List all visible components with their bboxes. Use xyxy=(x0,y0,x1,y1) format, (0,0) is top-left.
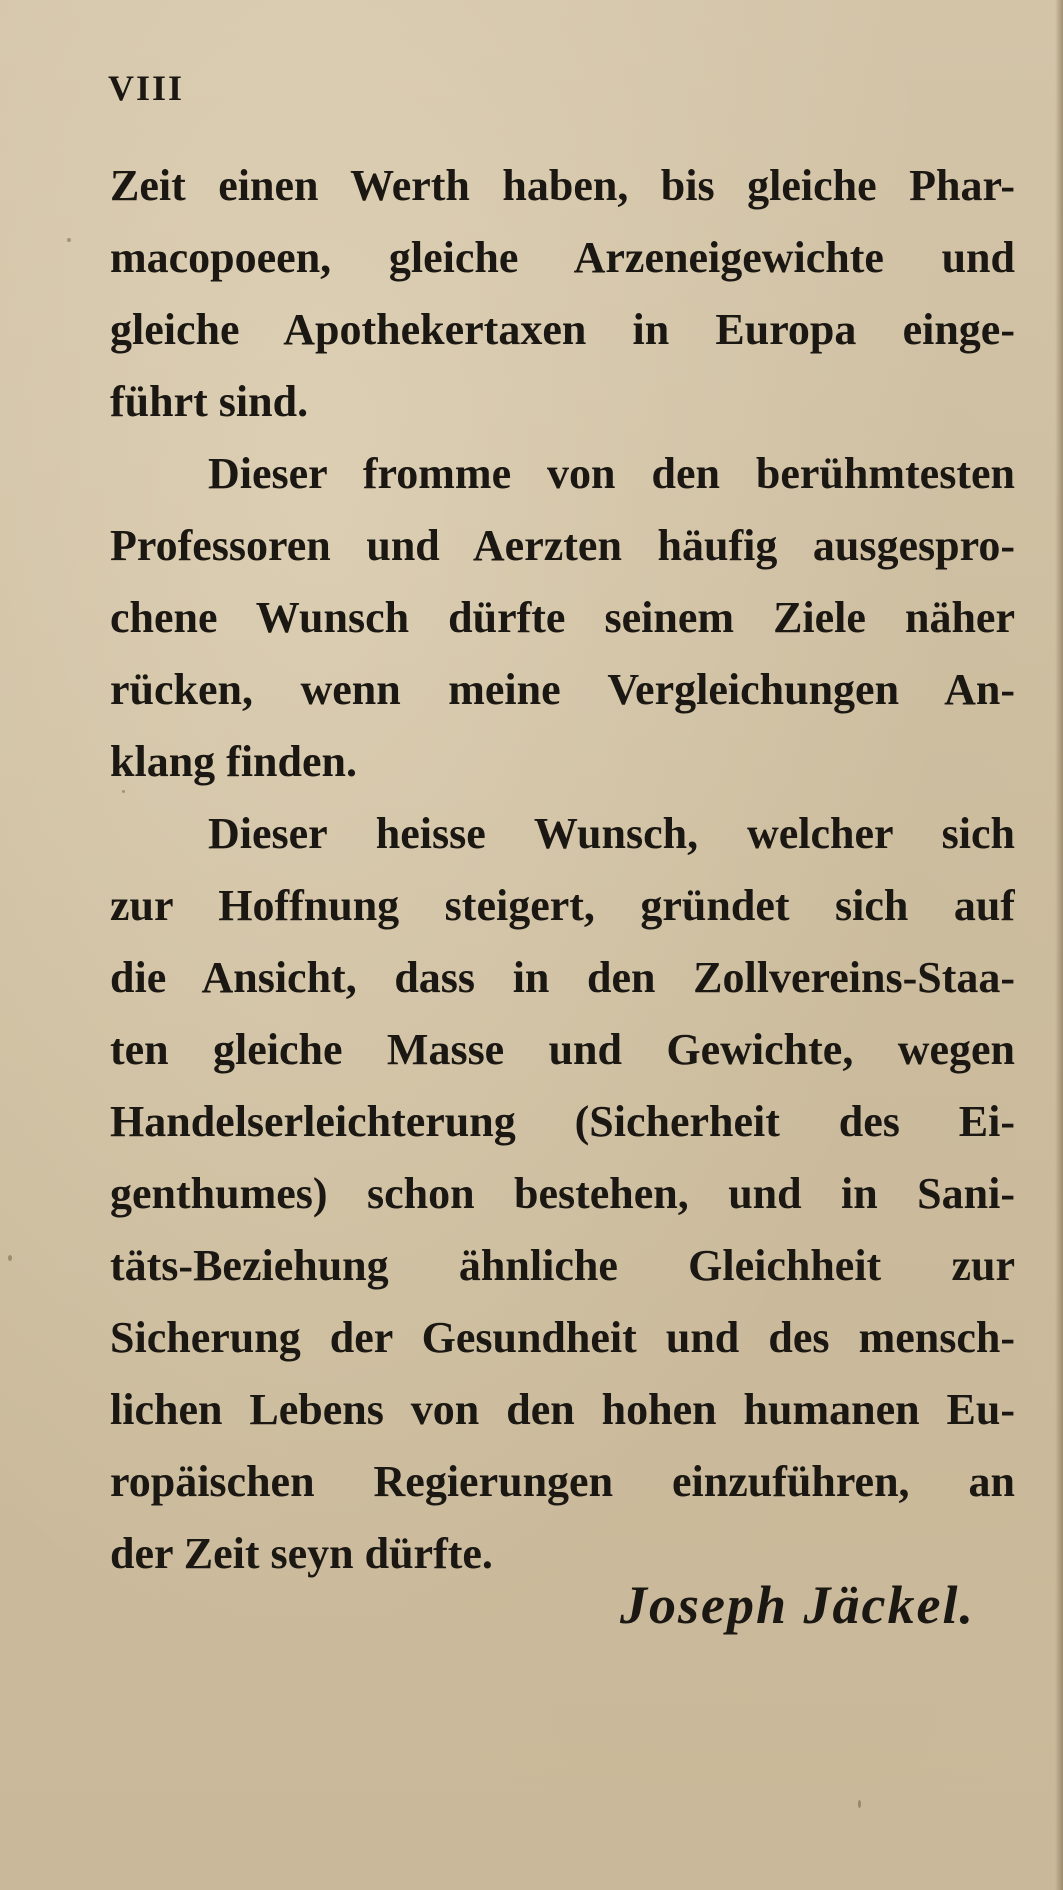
text-line: führt sind. xyxy=(110,377,309,426)
text-line: macopoeen, gleiche Arzeneigewichte und xyxy=(110,233,1015,282)
text-line: Dieser fromme von den berühmtesten xyxy=(208,449,1015,498)
text-line: Sicherung der Gesundheit und des mensch- xyxy=(110,1313,1015,1362)
body-text xyxy=(110,150,1015,1590)
paper-speck xyxy=(67,238,71,242)
paragraph-2 xyxy=(110,438,1015,798)
paragraph-1 xyxy=(110,150,1015,438)
text-line: klang finden. xyxy=(110,737,357,786)
paper-speck xyxy=(8,1255,12,1261)
text-line: gleiche Apothekertaxen in Europa einge- xyxy=(110,305,1015,354)
paper-speck xyxy=(858,1800,861,1808)
text-line: genthumes) schon bestehen, und in Sani- xyxy=(110,1169,1015,1218)
text-line: Zeit einen Werth haben, bis gleiche Phar- xyxy=(110,161,1015,210)
text-line: Dieser heisse Wunsch, welcher sich xyxy=(208,809,1015,858)
text-line: rücken, wenn meine Vergleichungen An- xyxy=(110,665,1015,714)
text-line: chene Wunsch dürfte seinem Ziele näher xyxy=(110,593,1015,642)
text-line: Handelserleichterung (Sicherheit des Ei- xyxy=(110,1097,1015,1146)
page-number: VIII xyxy=(108,68,185,108)
paragraph-3 xyxy=(110,798,1015,1590)
text-line: Professoren und Aerzten häufig ausgespro- xyxy=(110,521,1015,570)
text-line: täts-Beziehung ähnliche Gleichheit zur xyxy=(110,1241,1015,1290)
text-line: lichen Lebens von den hohen humanen Eu- xyxy=(110,1385,1015,1434)
text-line: ten gleiche Masse und Gewichte, wegen xyxy=(110,1025,1015,1074)
text-line: ropäischen Regierungen einzuführen, an xyxy=(110,1457,1015,1506)
author-signature: Joseph Jäckel. xyxy=(620,1575,975,1635)
text-line: die Ansicht, dass in den Zollvereins-Staa- xyxy=(110,953,1015,1002)
page-edge-shadow xyxy=(1055,0,1063,1890)
text-line: der Zeit seyn dürfte. xyxy=(110,1529,493,1578)
text-line: zur Hoffnung steigert, gründet sich auf xyxy=(110,881,1015,930)
